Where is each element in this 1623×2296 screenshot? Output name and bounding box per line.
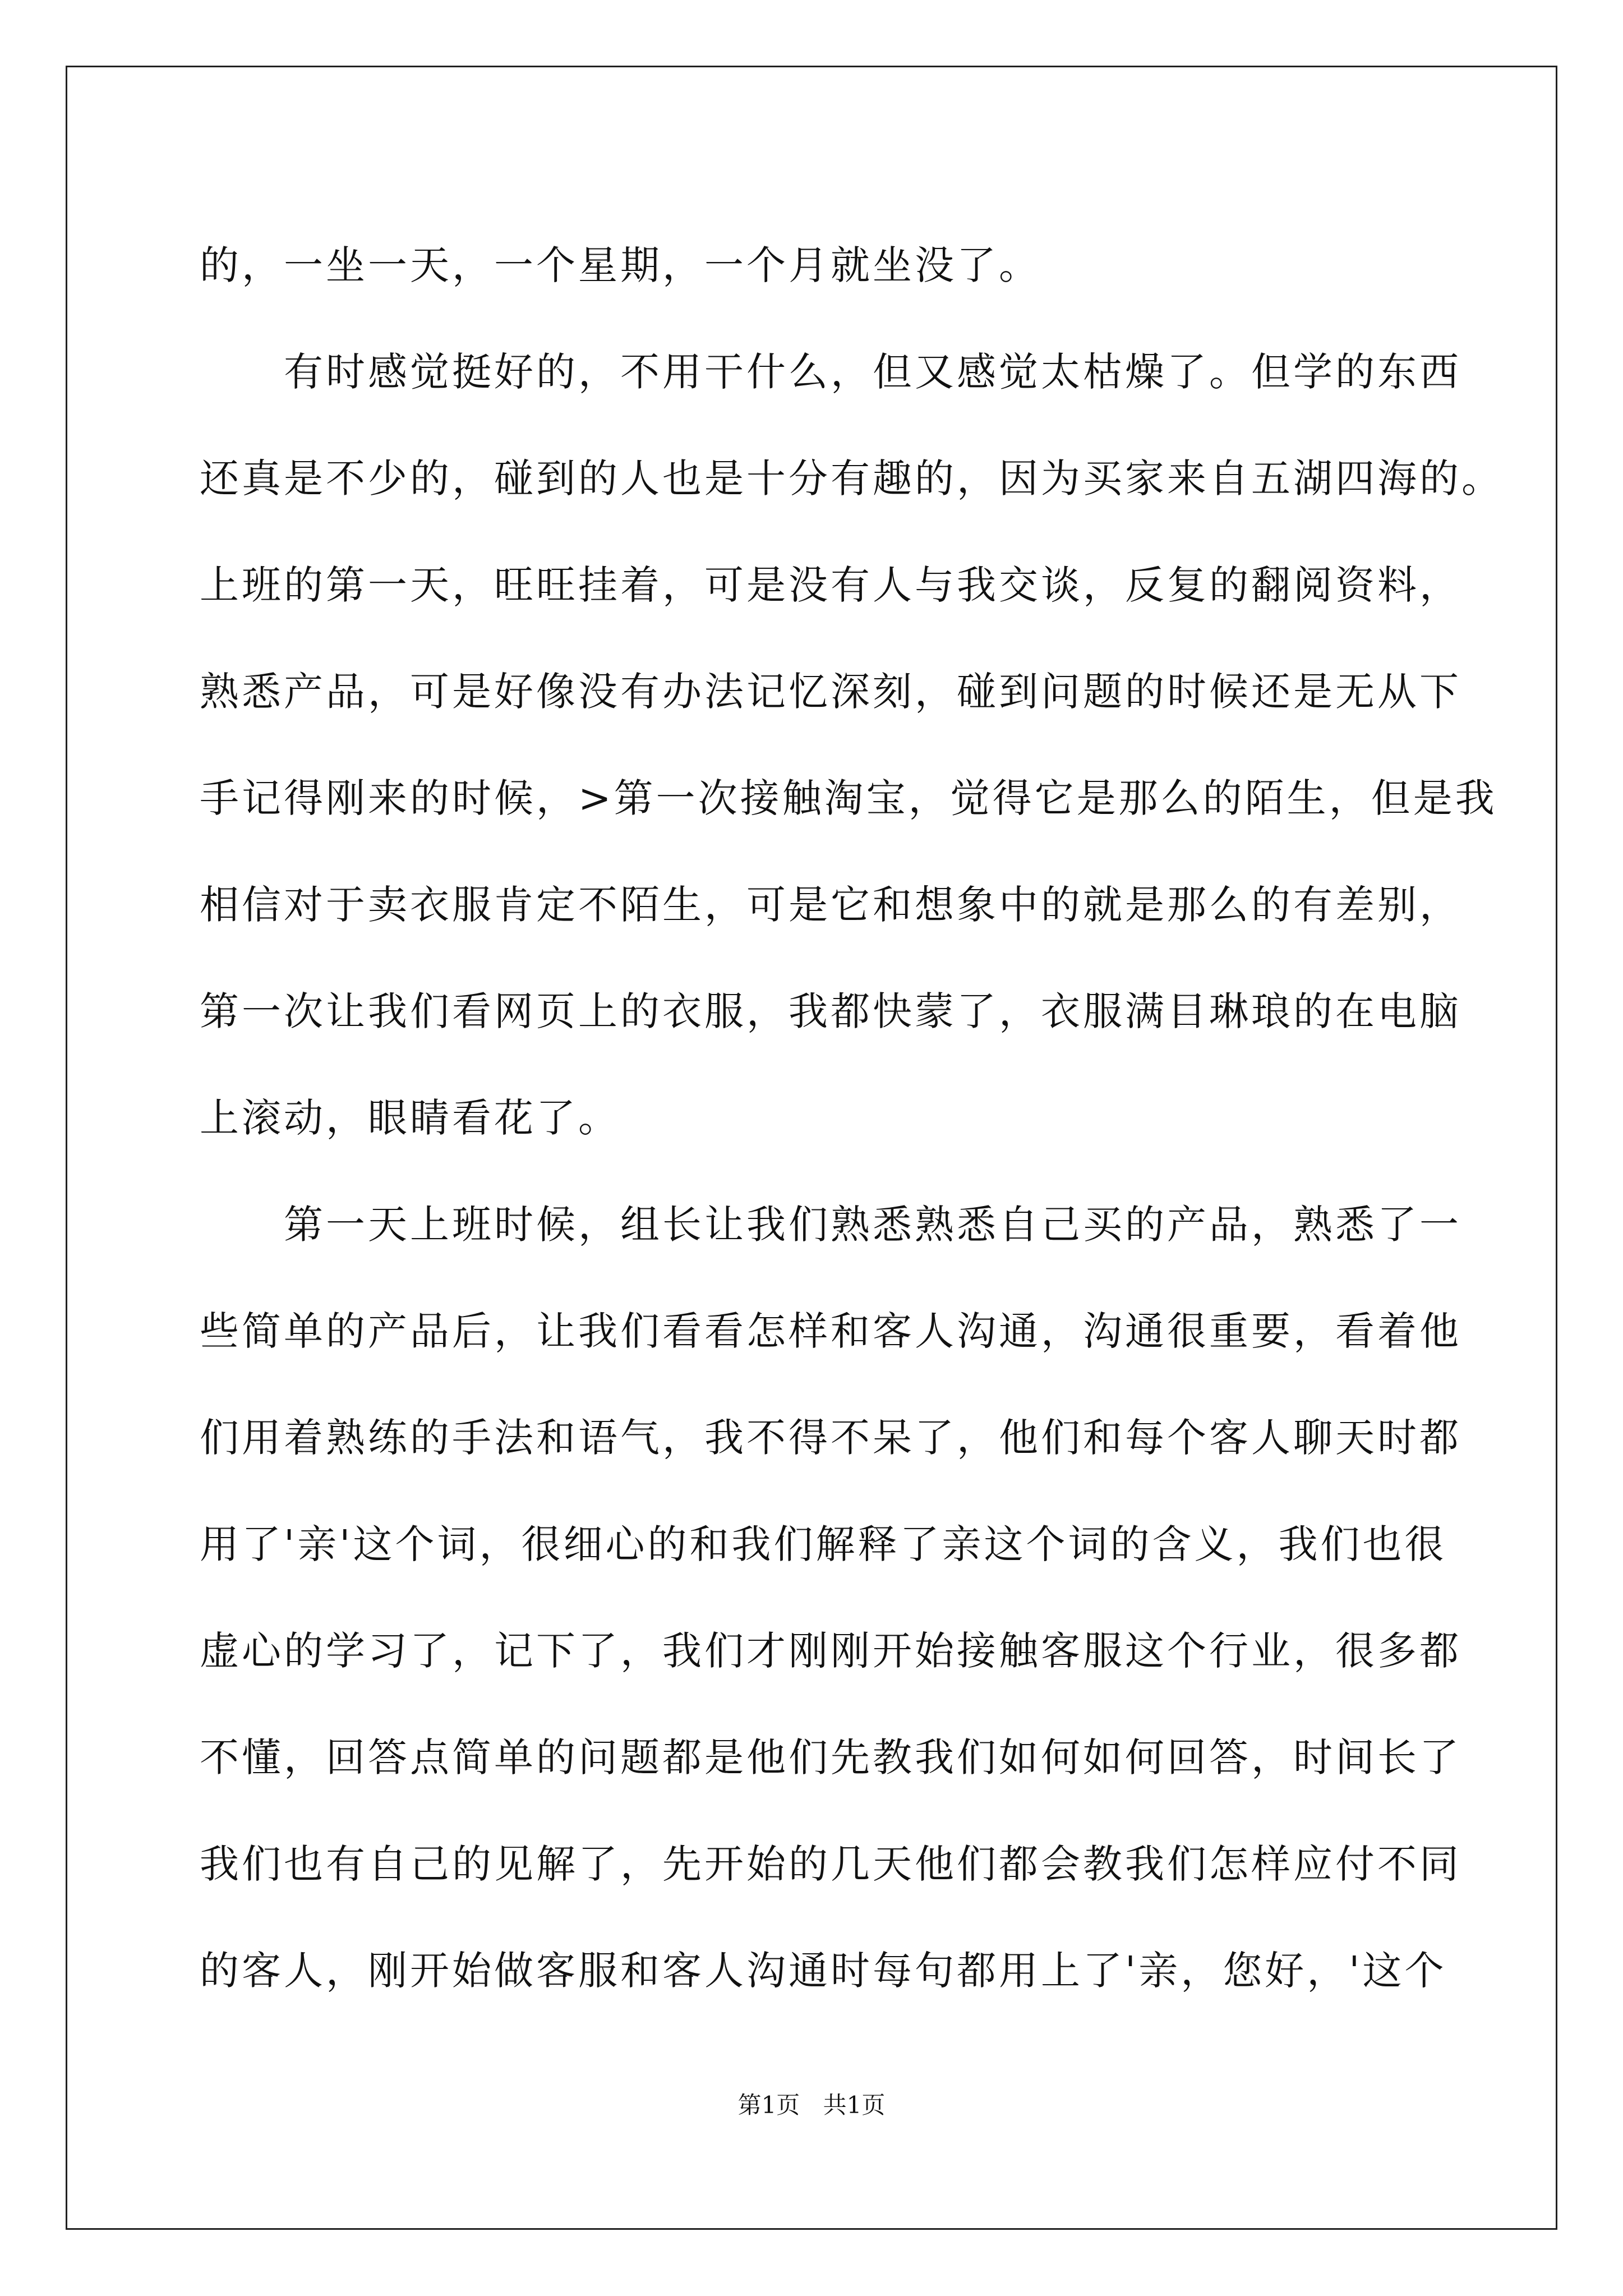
page-footer — [0, 2087, 1623, 2120]
document-body — [200, 212, 1504, 2024]
text-line-16: 我们也有自己的见解了，先开始的几天他们都会教我们怎样应付不同 — [200, 1841, 1461, 1887]
text-line-8: 第一次让我们看网页上的衣服，我都快蒙了，衣服满目琳琅的在电脑 — [200, 988, 1461, 1034]
text-line-17: 的客人，刚开始做客服和客人沟通时每句都用上了'亲，您好，'这个 — [200, 1948, 1447, 1994]
text-line-2: 有时感觉挺好的，不用干什么，但又感觉太枯燥了。但学的东西 — [200, 349, 1461, 395]
text-line-5: 熟悉产品，可是好像没有办法记忆深刻，碰到问题的时候还是无从下 — [200, 669, 1461, 715]
text-line-13: 用了'亲'这个词，很细心的和我们解释了亲这个词的含义，我们也很 — [200, 1521, 1447, 1567]
text-line-6: 手记得刚来的时候，>第一次接触淘宝，觉得它是那么的陌生，但是我 — [200, 775, 1497, 821]
text-line-11: 些简单的产品后，让我们看看怎样和客人沟通，沟通很重要，看着他 — [200, 1308, 1461, 1354]
page-total: 共1页 — [823, 2091, 886, 2119]
text-line-14: 虚心的学习了，记下了，我们才刚刚开始接触客服这个行业，很多都 — [200, 1628, 1461, 1674]
text-line-7: 相信对于卖衣服肯定不陌生，可是它和想象中的就是那么的有差别， — [200, 882, 1461, 928]
text-line-15: 不懂，回答点简单的问题都是他们先教我们如何如何回答，时间长了 — [200, 1734, 1461, 1780]
text-line-1: 的，一坐一天，一个星期，一个月就坐没了。 — [200, 242, 1041, 288]
text-line-12: 们用着熟练的手法和语气，我不得不呆了，他们和每个客人聊天时都 — [200, 1415, 1461, 1461]
text-line-9: 上滚动，眼睛看花了。 — [200, 1095, 620, 1141]
text-line-3: 还真是不少的，碰到的人也是十分有趣的，因为买家来自五湖四海的。 — [200, 455, 1504, 501]
text-line-4: 上班的第一天，旺旺挂着，可是没有人与我交谈，反复的翻阅资料， — [200, 562, 1461, 608]
text-line-10: 第一天上班时候，组长让我们熟悉熟悉自己买的产品，熟悉了一 — [200, 1202, 1461, 1248]
page-number: 第1页 — [737, 2091, 800, 2119]
